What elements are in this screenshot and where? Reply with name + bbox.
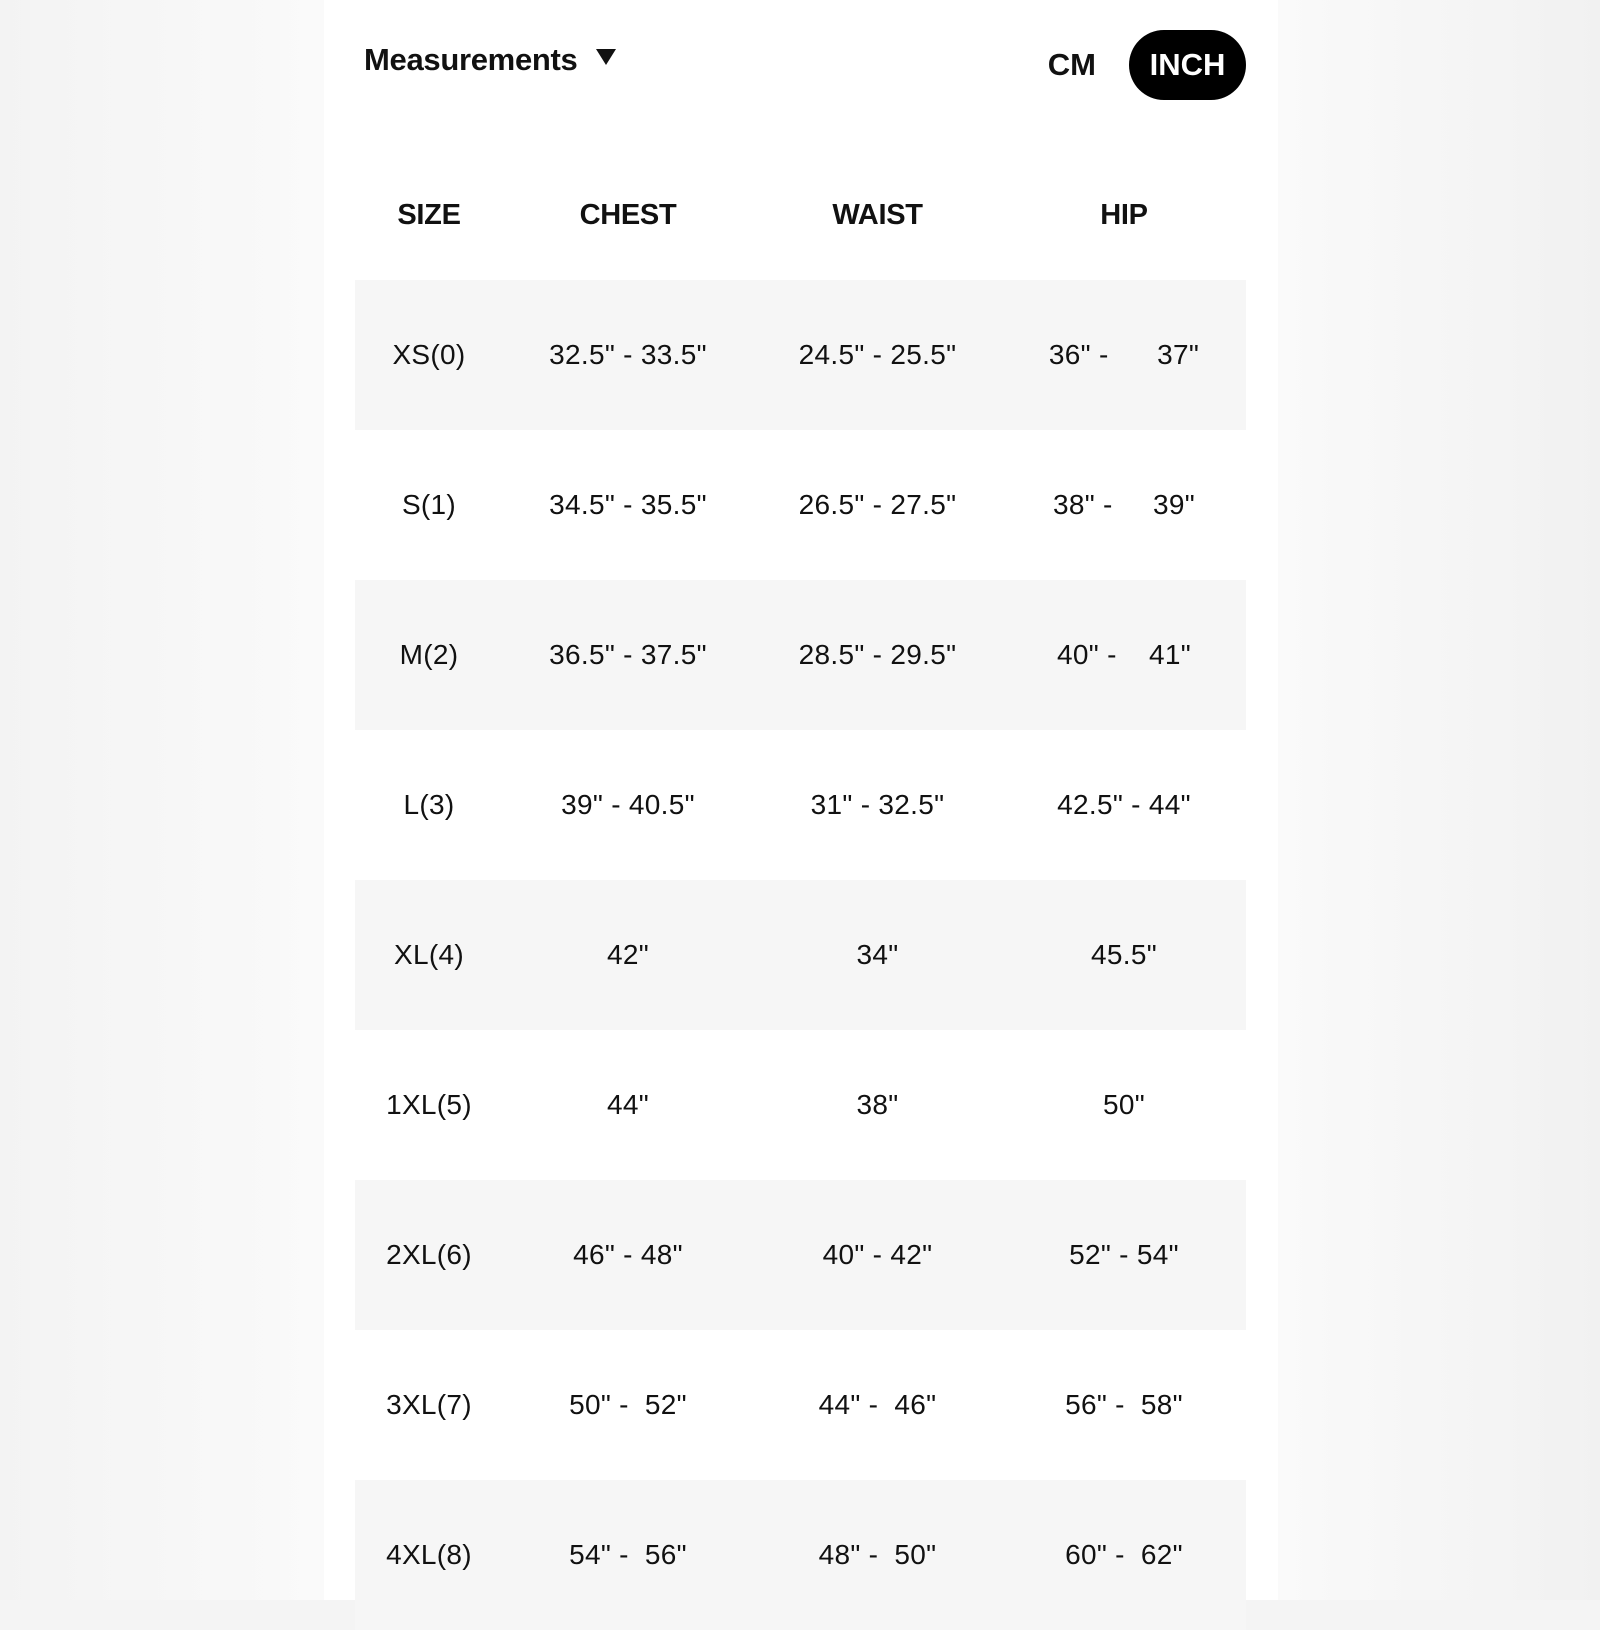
size-chart-panel <box>324 0 1278 1600</box>
size-table <box>355 150 1246 1630</box>
chest-cell: 32.5" - 33.5" <box>549 339 707 370</box>
waist-cell: 38" <box>856 1089 899 1120</box>
table-row <box>355 1030 1246 1180</box>
table-row <box>355 580 1246 730</box>
column-header-size: SIZE <box>397 198 461 231</box>
chest-cell: 42" <box>607 939 649 970</box>
size-cell: 4XL(8) <box>386 1539 472 1570</box>
hip-cell: 50" <box>1103 1089 1145 1120</box>
table-row <box>355 1330 1246 1480</box>
table-row <box>355 1180 1246 1330</box>
unit-toggle <box>1048 30 1246 100</box>
chest-cell: 46" - 48" <box>573 1239 683 1270</box>
background-left <box>0 0 324 1600</box>
hip-cell: 52" - 54" <box>1069 1239 1179 1270</box>
table-row <box>355 280 1246 430</box>
waist-cell: 24.5" - 25.5" <box>798 339 957 370</box>
waist-cell: 48" - 50" <box>818 1539 937 1570</box>
hip-cell: 45.5" <box>1091 939 1157 970</box>
size-cell: M(2) <box>399 639 459 670</box>
column-header-waist: WAIST <box>832 198 923 231</box>
waist-cell: 44" - 46" <box>818 1389 937 1420</box>
size-cell: XS(0) <box>392 339 466 370</box>
size-chart-header <box>324 0 1278 130</box>
waist-cell: 34" <box>856 939 899 970</box>
chest-cell: 34.5" - 35.5" <box>549 489 707 520</box>
hip-cell: 42.5" - 44" <box>1057 789 1191 820</box>
hip-cell: 38" - 39" <box>1052 489 1196 520</box>
chest-cell: 44" <box>607 1089 649 1120</box>
table-row <box>355 730 1246 880</box>
hip-cell: 60" - 62" <box>1065 1539 1183 1570</box>
table-header-row <box>355 150 1246 280</box>
hip-cell: 36" - 37" <box>1048 339 1200 370</box>
table-row <box>355 880 1246 1030</box>
chest-cell: 54" - 56" <box>569 1539 687 1570</box>
chest-cell: 36.5" - 37.5" <box>549 639 707 670</box>
hip-cell: 40" - 41" <box>1057 639 1191 670</box>
column-header-chest: CHEST <box>579 198 677 231</box>
measurements-dropdown[interactable] <box>364 42 616 78</box>
chest-cell: 39" - 40.5" <box>561 789 695 820</box>
waist-cell: 28.5" - 29.5" <box>798 639 957 670</box>
waist-cell: 40" - 42" <box>822 1239 933 1270</box>
unit-cm-button[interactable]: CM <box>1047 47 1096 82</box>
background-right <box>1276 0 1600 1600</box>
table-row <box>355 430 1246 580</box>
size-cell: XL(4) <box>394 939 464 970</box>
size-cell: 1XL(5) <box>386 1089 472 1120</box>
hip-cell: 56" - 58" <box>1065 1389 1183 1420</box>
table-row <box>355 1480 1246 1630</box>
column-header-hip: HIP <box>1100 198 1148 231</box>
size-cell: 3XL(7) <box>386 1389 472 1420</box>
size-cell: S(1) <box>401 489 457 520</box>
size-cell: L(3) <box>403 789 455 820</box>
waist-cell: 31" - 32.5" <box>810 789 945 820</box>
size-cell: 2XL(6) <box>386 1239 472 1270</box>
waist-cell: 26.5" - 27.5" <box>798 489 957 520</box>
caret-down-icon <box>596 49 616 65</box>
chest-cell: 50" - 52" <box>569 1389 687 1420</box>
unit-inch-button[interactable]: INCH <box>1129 30 1246 100</box>
measurements-dropdown-label: Measurements <box>364 42 578 77</box>
